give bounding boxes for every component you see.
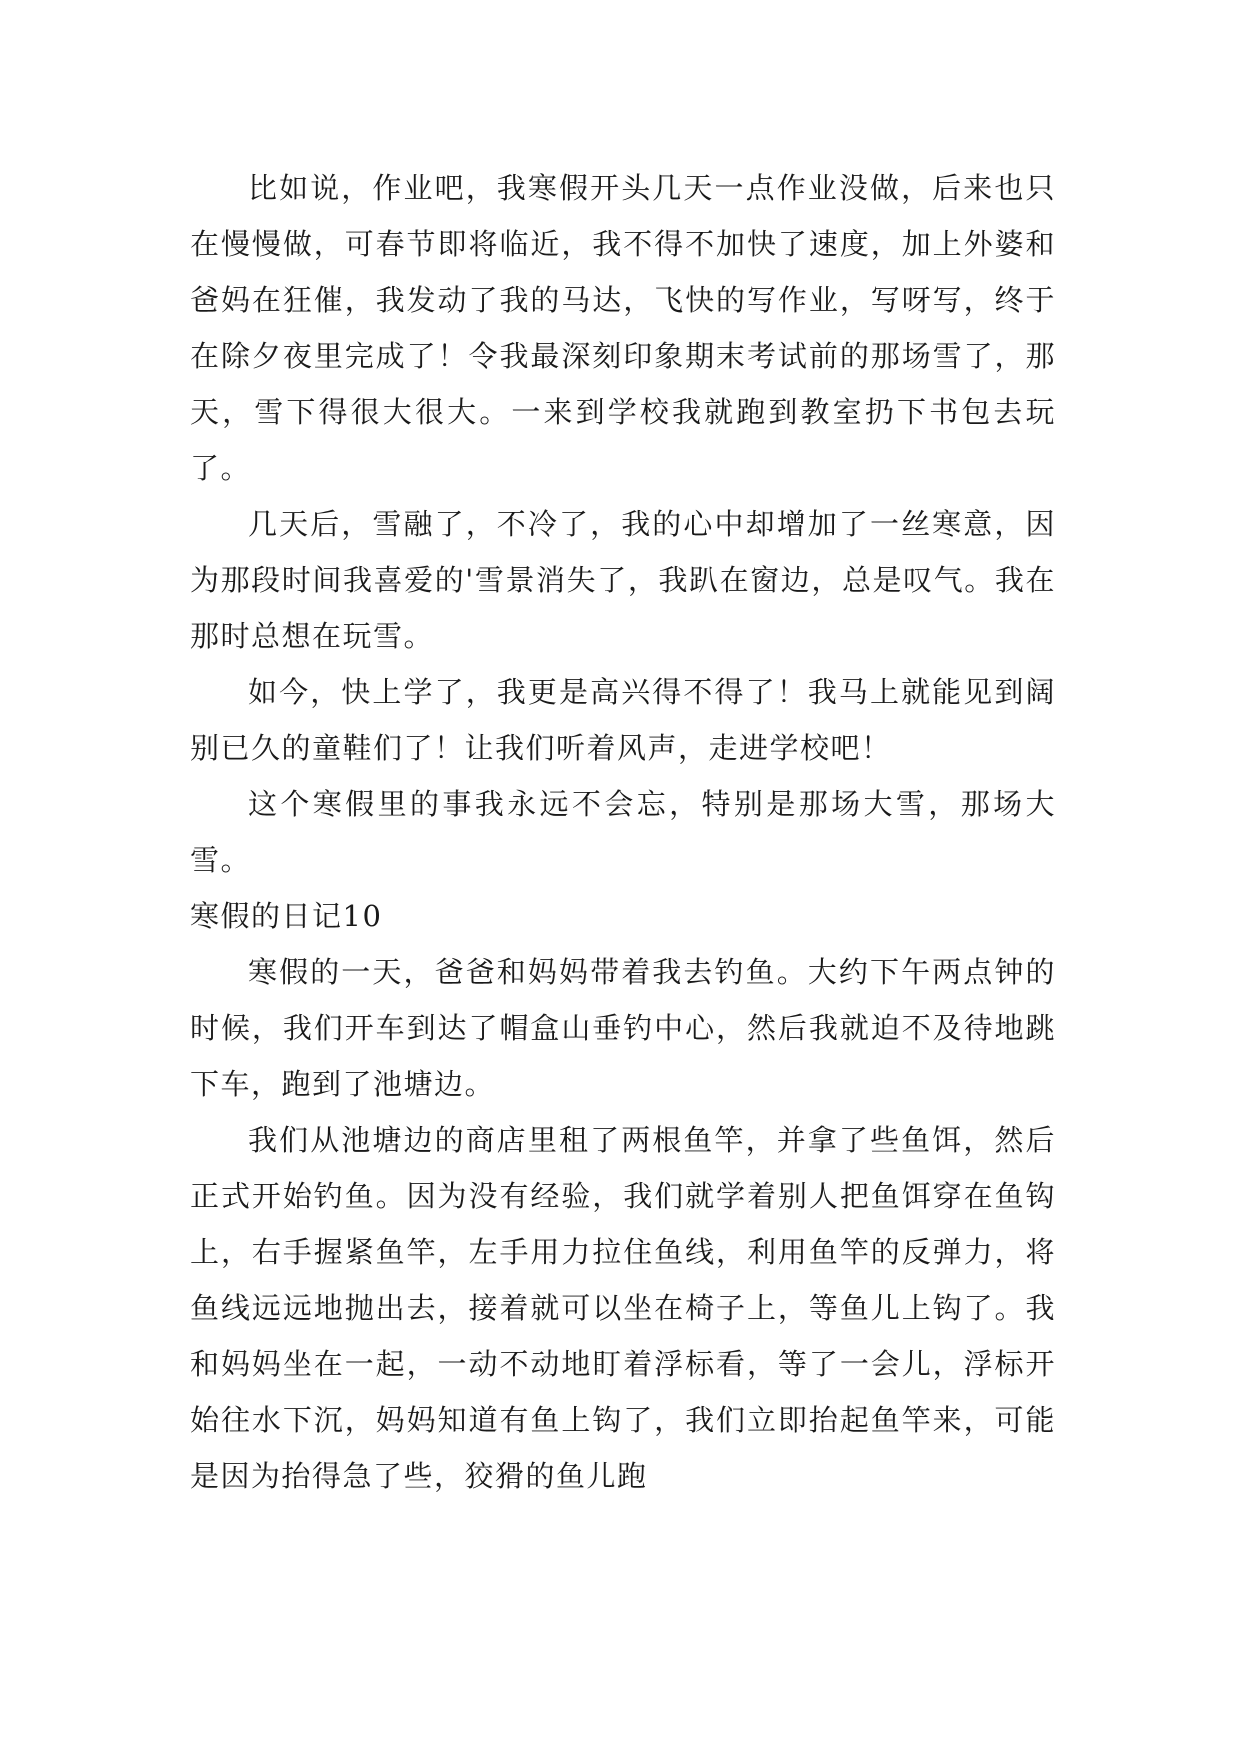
document-page	[190, 160, 1056, 1504]
paragraph-never-forget: 这个寒假里的事我永远不会忘，特别是那场大雪，那场大雪。	[190, 787, 1056, 877]
paragraph-back-to-school: 如今，快上学了，我更是高兴得不得了！我马上就能见到阔别已久的童鞋们了！让我们听着风声，走进学校吧！	[190, 675, 1056, 765]
section-heading: 寒假的日记10	[190, 899, 383, 933]
paragraph-fishing-detail: 我们从池塘边的商店里租了两根鱼竿，并拿了些鱼饵，然后正式开始钓鱼。因为没有经验，我们就学着别人把鱼饵穿在鱼钩上，右手握紧鱼竿，左手用力拉住鱼线，利用鱼竿的反弹力，将鱼线远远地抛出去，接着就可以坐在椅子上，等鱼儿上钩了。我和妈妈坐在一起，一动不动地盯着浮标看，等了一会儿，浮标开始往水下沉，妈妈知道有鱼上钩了，我们立即抬起鱼竿来，可能是因为抬得急了些，狡猾的鱼儿跑	[190, 1123, 1056, 1493]
paragraph-fishing-trip: 寒假的一天，爸爸和妈妈带着我去钓鱼。大约下午两点钟的时候，我们开车到达了帽盒山垂钓中心，然后我就迫不及待地跳下车，跑到了池塘边。	[190, 955, 1056, 1101]
paragraph-snow-melted: 几天后，雪融了，不冷了，我的心中却增加了一丝寒意，因为那段时间我喜爱的'雪景消失了，我趴在窗边，总是叹气。我在那时总想在玩雪。	[190, 507, 1056, 653]
paragraph-homework: 比如说，作业吧，我寒假开头几天一点作业没做，后来也只在慢慢做，可春节即将临近，我不得不加快了速度，加上外婆和爸妈在狂催，我发动了我的马达，飞快的写作业，写呀写，终于在除夕夜里完成了！令我最深刻印象期末考试前的那场雪了，那天，雪下得很大很大。一来到学校我就跑到教室扔下书包去玩了。	[190, 171, 1056, 485]
